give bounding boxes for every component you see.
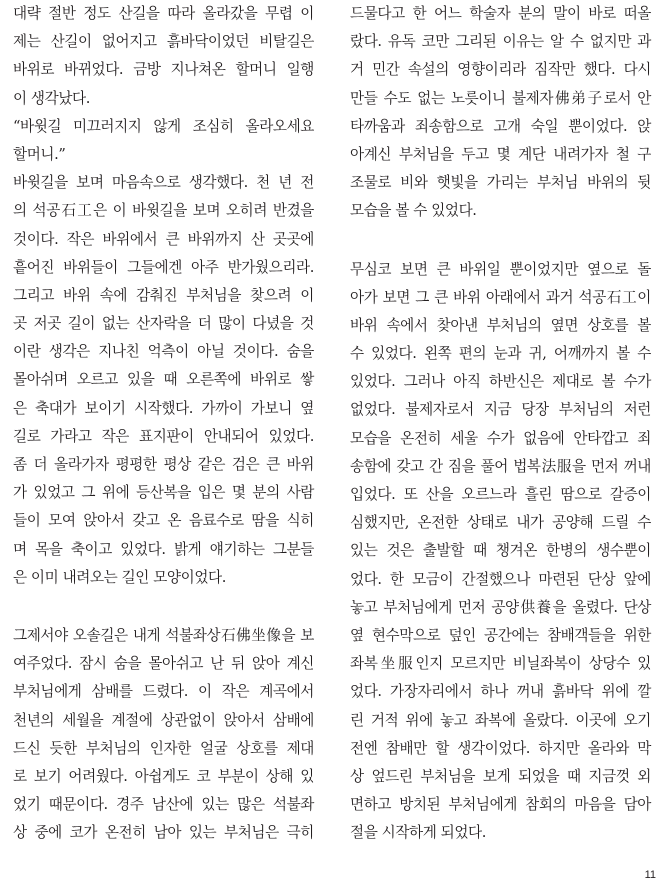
text-line: 랐다. 유독 코만 그리된 이유는 알 수 없지만 과 bbox=[350, 33, 651, 51]
page-number: 11 bbox=[644, 869, 656, 881]
text-line: 좀 더 올라가자 평평한 평상 같은 검은 큰 바위 bbox=[13, 456, 314, 473]
left-column bbox=[13, 0, 314, 847]
text-line: 아가 보면 그 큰 바위 아래에서 과거 석공石工이 bbox=[350, 288, 651, 306]
text-line: 드물다고 한 어느 학술자 분의 말이 바로 떠올 bbox=[350, 5, 651, 22]
text-line: 었기 때문이다. 경주 남산에 있는 많은 석불좌 bbox=[13, 796, 314, 814]
text-line: 여주었다. 잠시 숨을 몰아쉬고 난 뒤 앉아 계신 bbox=[13, 655, 314, 673]
text-line: 바위 속에서 찾아낸 부처님의 옆면 상호를 볼 bbox=[350, 316, 651, 334]
text-line: 제는 산길이 없어지고 흙바닥이었던 비탈길은 bbox=[13, 33, 314, 51]
text-line: 곳 저곳 길이 없는 산자락을 더 많이 다녔을 것 bbox=[13, 315, 314, 333]
right-column bbox=[350, 0, 651, 847]
text-line: 린 거적 위에 놓고 좌복에 올랐다. 이곳에 오기 bbox=[350, 711, 651, 729]
text-line: 었다. 한 모금이 간절했으나 마련된 단상 앞에 bbox=[350, 570, 651, 588]
text-line: 었다. 가장자리에서 하나 꺼내 흙바닥 위에 깔 bbox=[350, 683, 651, 701]
text-line: 상 중에 코가 온전히 남아 있는 부처님은 극히 bbox=[13, 824, 314, 842]
text-line: 타까움과 죄송함으로 고개 숙일 뿐이었다. 앉 bbox=[350, 117, 651, 135]
text-line: 만들 수도 없는 노릇이니 불제자佛弟子로서 안 bbox=[350, 89, 651, 107]
text-line: 의 석공石工은 이 바윗길을 보며 오히려 반겼을 bbox=[13, 202, 314, 220]
text-line: 아계신 부처님을 두고 몇 계단 내려가자 철 구 bbox=[350, 145, 651, 163]
text-line: 이 생각났다. bbox=[13, 89, 90, 107]
text-line: 송함에 갖고 간 짐을 풀어 법복法服을 먼저 꺼내 bbox=[350, 457, 651, 475]
text-line: 로 보기 어려웠다. 아쉽게도 코 부분이 상해 있 bbox=[13, 767, 314, 785]
text-line: 대략 절반 정도 산길을 따라 올라갔을 무렵 이 bbox=[13, 5, 314, 22]
text-line: 것이다. 작은 바위에서 큰 바위까지 산 곳곳에 bbox=[13, 230, 314, 248]
text-line: 그리고 바위 속에 감춰진 부처님을 찾으려 이 bbox=[13, 286, 314, 304]
left-paragraph-3 bbox=[13, 169, 314, 592]
text-line: 할머니.” bbox=[13, 145, 66, 163]
paragraph-gap bbox=[350, 226, 651, 256]
text-line: 조물로 비와 햇빛을 가리는 부처님 바위의 뒷 bbox=[350, 174, 651, 192]
text-line: 길로 가라고 작은 표지판이 안내되어 있었다. bbox=[13, 427, 314, 445]
text-line: 옆 현수막으로 덮인 공간에는 참배객들을 위한 bbox=[350, 626, 651, 644]
paragraph-gap bbox=[13, 592, 314, 622]
text-line: 수 있었다. 왼쪽 편의 눈과 귀, 어깨까지 볼 수 bbox=[350, 345, 651, 363]
text-line: 그제서야 오솔길은 내게 석불좌상石佛坐像을 보 bbox=[13, 626, 314, 644]
text-line: 가 있었고 그 위에 등산복을 입은 몇 분의 사람 bbox=[13, 484, 314, 502]
text-line: 천년의 세월을 계절에 상관없이 앉아서 삼배에 bbox=[13, 711, 314, 729]
text-line: 전엔 참배만 할 생각이었다. 하지만 올라와 막 bbox=[350, 739, 651, 757]
text-line: 은 이미 내려오는 길인 모양이었다. bbox=[13, 568, 226, 586]
text-line: 상 엎드린 부처님을 보게 되었을 때 지금껏 외 bbox=[350, 767, 651, 785]
left-paragraph-4 bbox=[13, 622, 314, 848]
left-paragraph-1 bbox=[13, 0, 314, 113]
text-line: 모습을 볼 수 있었다. bbox=[350, 202, 477, 220]
text-line: 흩어진 바위들이 그들에겐 아주 반가웠으리라. bbox=[13, 258, 314, 276]
text-line: 없었다. 불제자로서 지금 당장 부처님의 저런 bbox=[350, 401, 651, 419]
text-line: 은 축대가 보이기 시작했다. 가까이 가보니 옆 bbox=[13, 399, 314, 417]
text-line: 좌복坐服인지 모르지만 비닐좌복이 상당수 있 bbox=[350, 655, 651, 673]
text-line: 들이 모여 앉아서 갖고 온 음료수로 땀을 식히 bbox=[13, 512, 314, 530]
text-line: “바윗길 미끄러지지 않게 조심히 올라오세요 bbox=[13, 117, 314, 135]
text-line: 모습을 온전히 세울 수가 없음에 안타깝고 죄 bbox=[350, 429, 651, 447]
text-line: 이란 생각은 지나친 억측이 아닐 것이다. 숨을 bbox=[13, 343, 314, 361]
text-line: 면하고 방치된 부처님에게 참회의 마음을 담아 bbox=[350, 796, 651, 814]
text-line: 부처님에게 삼배를 드렸다. 이 작은 계곡에서 bbox=[13, 683, 314, 701]
text-line: 몰아쉬며 오르고 있을 때 오른쪽에 바위로 쌓 bbox=[13, 371, 314, 389]
text-line: 있었다. 그러나 아직 하반신은 제대로 볼 수가 bbox=[350, 373, 651, 391]
text-line: 놓고 부처님에게 먼저 공양供養을 올렸다. 단상 bbox=[350, 598, 651, 616]
text-line: 무심코 보면 큰 바위일 뿐이었지만 옆으로 돌 bbox=[350, 260, 651, 278]
text-line: 거 민간 속설의 영향이리라 짐작만 했다. 다시 bbox=[350, 61, 651, 79]
text-line: 바위로 바뀌었다. 금방 지나쳐온 할머니 일행 bbox=[13, 61, 314, 79]
left-paragraph-2 bbox=[13, 113, 314, 169]
right-paragraph-2 bbox=[350, 256, 651, 848]
text-line: 며 목을 축이고 있었다. 밝게 얘기하는 그분들 bbox=[13, 540, 314, 558]
text-line: 입었다. 또 산을 오르느라 흘린 땀으로 갈증이 bbox=[350, 486, 651, 503]
text-line: 바윗길을 보며 마음속으로 생각했다. 천 년 전 bbox=[13, 174, 314, 192]
right-paragraph-1 bbox=[350, 0, 651, 226]
text-line: 심했지만, 온전한 상태로 내가 공양해 드릴 수 bbox=[350, 514, 651, 532]
text-line: 있는 것은 출발할 때 챙겨온 한병의 생수뿐이 bbox=[350, 542, 651, 560]
text-line: 절을 시작하게 되었다. bbox=[350, 824, 486, 842]
text-line: 드신 듯한 부처님의 인자한 얼굴 상호를 제대 bbox=[13, 739, 314, 757]
